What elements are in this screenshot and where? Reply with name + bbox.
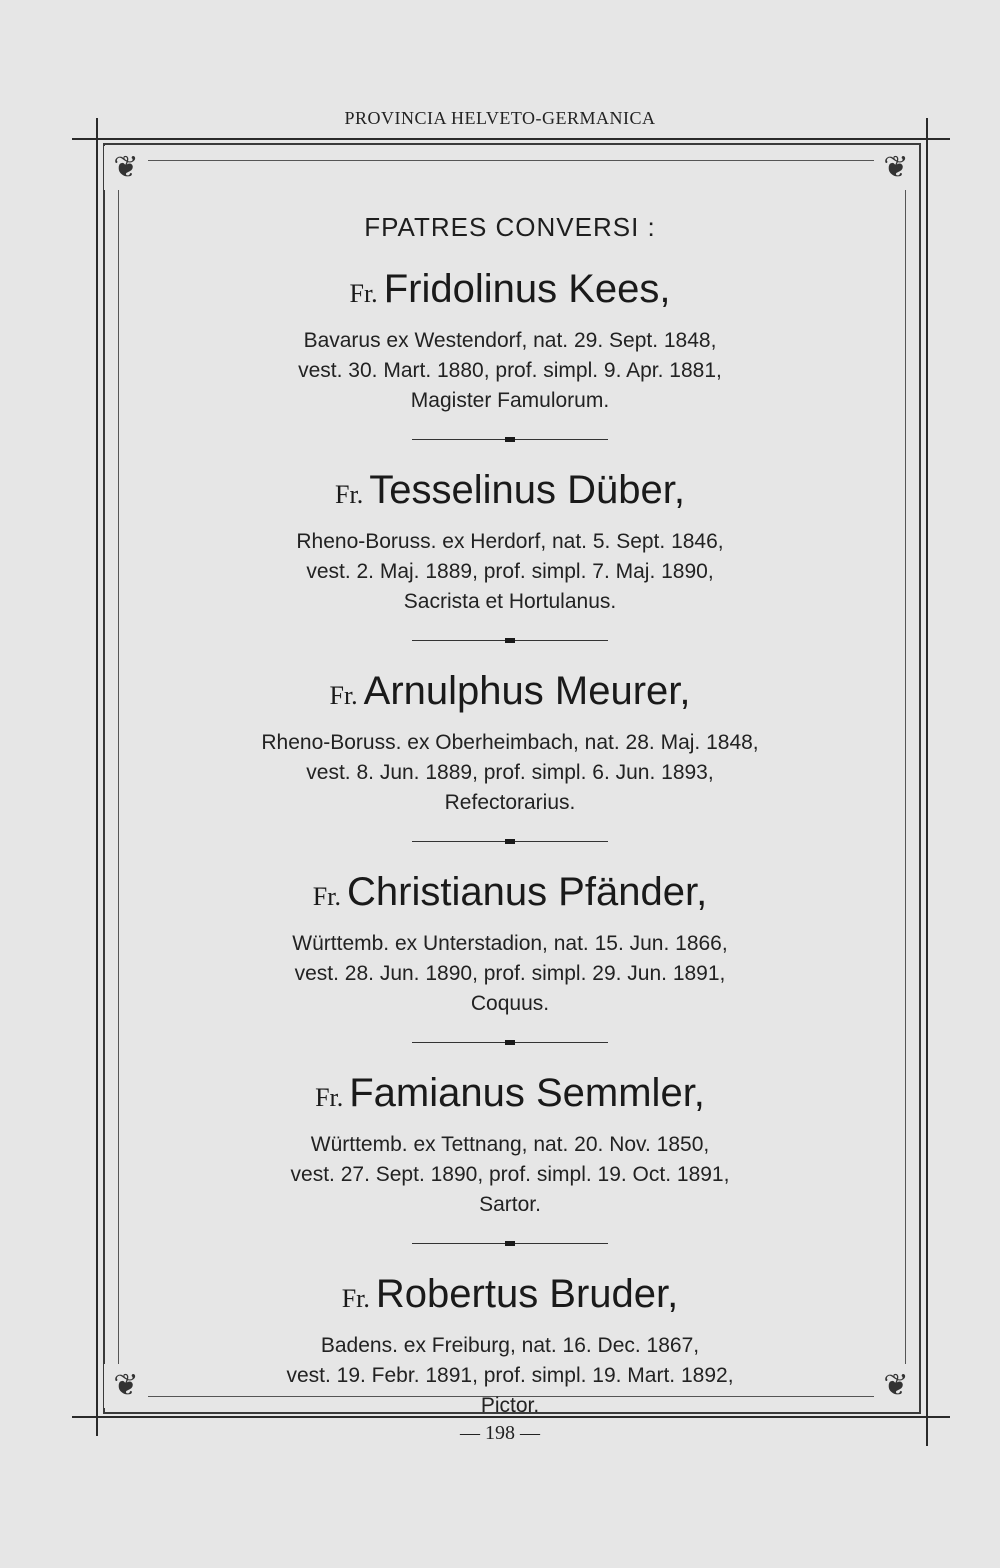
entry-line: Refectorarius. [444,791,576,814]
section-title: FPATRES CONVERSI : [364,212,656,242]
scroll-ornament-icon: ❦ [104,1364,148,1408]
entry-prefix: Fr. [315,1083,344,1112]
entry-name-text: Tesselinus Düber, [369,468,685,512]
entry-line: Sartor. [479,1193,541,1216]
entry-line: Rheno-Boruss. ex Herdorf, nat. 5. Sept. 1846, [296,530,724,553]
divider-mark [505,1040,515,1045]
entry-name [140,868,880,921]
rule-divider [412,432,608,446]
rule-divider [412,633,608,647]
scroll-ornament-icon: ❦ [874,146,918,190]
entry-line: Bavarus ex Westendorf, nat. 29. Sept. 1848, [303,329,717,352]
entry-line: Württemb. ex Tettnang, nat. 20. Nov. 1850, [310,1133,710,1156]
divider-mark [505,839,515,844]
divider-mark [505,437,515,442]
entry-prefix: Fr. [335,480,364,509]
entry-prefix: Fr. [329,681,358,710]
page-content [140,200,880,1421]
top-rule [72,138,950,140]
rule-divider [412,1236,608,1250]
divider-mark [505,638,515,643]
list-item [140,466,880,617]
entry-line: vest. 27. Sept. 1890, prof. simpl. 19. Oct. 1891, [290,1163,730,1186]
entry-name-text: Fridolinus Kees, [383,267,671,311]
entry-line: Württemb. ex Unterstadion, nat. 15. Jun. 1866, [292,932,728,955]
running-header: PROVINCIA HELVETO-GERMANICA [344,108,656,128]
entry-line: Coquus. [470,992,550,1015]
entry-name [140,667,880,720]
page-number: — 198 — [460,1422,540,1444]
scroll-ornament-icon: ❦ [104,146,148,190]
rule-divider [412,834,608,848]
list-item [140,1270,880,1421]
list-item [140,1069,880,1220]
scroll-ornament-icon: ❦ [874,1364,918,1408]
entry-line: vest. 2. Maj. 1889, prof. simpl. 7. Maj. 1890, [306,560,714,583]
list-item [140,265,880,416]
entry-line: vest. 28. Jun. 1890, prof. simpl. 29. Jun. 1891, [294,962,726,985]
entry-name-text: Christianus Pfänder, [346,870,708,914]
entry-name-text: Robertus Bruder, [375,1272,679,1316]
left-rule [96,118,98,1436]
entry-list [140,265,880,1421]
entry-line: vest. 30. Mart. 1880, prof. simpl. 9. Apr. 1881, [298,359,722,382]
entry-name [140,1069,880,1122]
entry-prefix: Fr. [341,1284,370,1313]
entry-line: Pictor. [480,1394,540,1417]
entry-name-text: Famianus Semmler, [349,1071,705,1115]
entry-line: vest. 8. Jun. 1889, prof. simpl. 6. Jun. 1893, [306,761,714,784]
entry-line: vest. 19. Febr. 1891, prof. simpl. 19. Mart. 1892, [286,1364,734,1387]
entry-name [140,1270,880,1323]
entry-prefix: Fr. [312,882,341,911]
entry-line: Badens. ex Freiburg, nat. 16. Dec. 1867, [320,1334,700,1357]
divider-mark [505,1241,515,1246]
entry-name [140,466,880,519]
entry-prefix: Fr. [349,279,378,308]
right-rule [926,118,928,1446]
entry-name [140,265,880,318]
entry-line: Magister Famulorum. [410,389,610,412]
list-item [140,868,880,1019]
entry-line: Sacrista et Hortulanus. [403,590,617,613]
entry-name-text: Arnulphus Meurer, [363,669,691,713]
entry-line: Rheno-Boruss. ex Oberheimbach, nat. 28. Maj. 1848, [261,731,759,754]
list-item [140,667,880,818]
rule-divider [412,1035,608,1049]
